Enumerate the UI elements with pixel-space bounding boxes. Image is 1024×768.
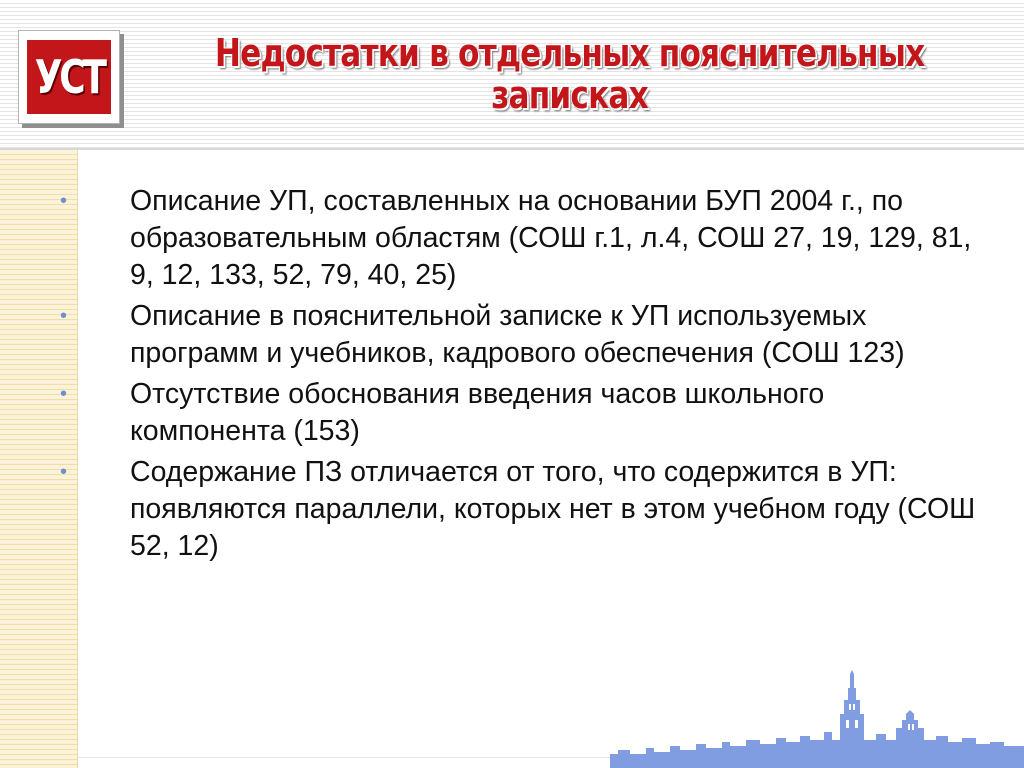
bullet-icon: • xyxy=(60,305,68,327)
list-item-text: Отсутствие обоснования введения часов школьного компонента (153) xyxy=(130,378,825,447)
list-item xyxy=(60,376,980,450)
bullet-list xyxy=(60,183,980,569)
list-item xyxy=(60,454,980,565)
slide-title-line-2: записках xyxy=(491,73,649,117)
logo-text: УСТ xyxy=(34,50,104,104)
list-item-text: Описание в пояснительной записке к УП используемых программ и учебников, кадрового обеспечения (СОШ 123) xyxy=(130,300,905,369)
slide-title-line-1: Недостатки в отдельных пояснительных xyxy=(215,31,925,75)
logo xyxy=(18,30,120,124)
bullet-icon: • xyxy=(60,461,68,483)
city-skyline-illustration xyxy=(610,670,1024,768)
list-item xyxy=(60,298,980,372)
bullet-icon: • xyxy=(60,383,68,405)
list-item-text: Содержание ПЗ отличается от того, что содержится в УП: появляются параллели, которых нет в этом учебном году (СОШ 52, 12) xyxy=(130,456,976,562)
bullet-icon: • xyxy=(60,190,68,212)
slide-title xyxy=(130,32,1010,116)
footer-divider xyxy=(78,757,618,758)
list-item-text: Описание УП, составленных на основании БУП 2004 г., по образовательным областям (СОШ г.1, л.4, СОШ 27, 19, 129, 81, 9, 12, 133, 52, 79, 40, 25) xyxy=(130,185,972,291)
list-item xyxy=(60,183,980,294)
logo-red-box xyxy=(27,40,111,114)
